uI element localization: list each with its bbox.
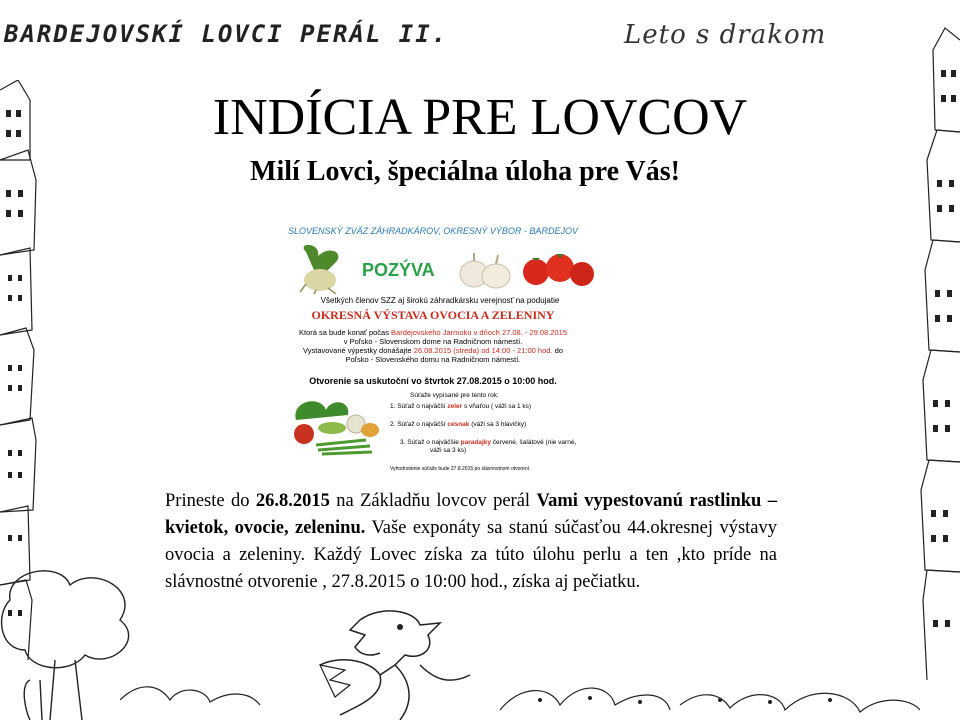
brand-title: BARDEJOVSKÍ LOVCI PERÁL II. [4, 20, 449, 48]
body-text: na Základňu lovcov perál [329, 491, 537, 511]
flyer-detail-text: v Poľsko - Slovenskom dome na Radničnom námestí. [343, 337, 523, 346]
flyer-details [280, 328, 586, 364]
flyer-detail-date: Bardejovského Jarmoku v dňoch 27.08. - 29.08.2015 [391, 328, 567, 337]
competition-text: váži sa 3 ks) [430, 447, 467, 454]
competition-highlight: zeler [447, 403, 463, 410]
flyer-detail-text: Poľsko - Slovenského domu na Radničnom námestí. [345, 355, 521, 364]
tomato-icon [520, 250, 596, 290]
flyer-competition-item [390, 403, 590, 411]
competition-text: červené, šalátové (nie varné, [490, 439, 577, 446]
body-date: 26.8.2015 [255, 491, 330, 511]
page-title: INDÍCIA PRE LOVCOV [212, 89, 748, 146]
competition-text: 1. Súťaž o najväčší [390, 403, 448, 410]
competition-text: 2. Súťaž o najväčší [390, 421, 448, 428]
body-text: Vaše exponáty sa stanú súčasťou 44.okresnej výstavy ovocia a zeleniny. Každý Lovec získa za túto úlohu perlu a ten ,kto príde na slávnostné otvorenie , 27.8.2015 o 10:00 hod., získa aj pečiatku. [165, 518, 777, 592]
vegetables-icon [286, 390, 386, 456]
exhibition-flyer [270, 218, 596, 472]
flyer-detail-date: 26.08.2015 (streda) od 14:00 - 21:00 hod. [413, 346, 553, 355]
celery-icon [286, 242, 356, 294]
competition-text: 3. Súťaž o najväčšie [400, 439, 461, 446]
competition-text: s vňaťou ( váži sa 1 ks) [462, 403, 532, 410]
body-highlight: Vami vypestovanú rastlinku – kvietok, ovocie, zeleninu. [165, 491, 777, 538]
instructions-paragraph [165, 488, 777, 596]
flyer-competitions [390, 392, 590, 473]
competition-text: (váži sa 3 hlavičky) [469, 421, 527, 428]
flyer-exhibition-title: OKRESNÁ VÝSTAVA OVOCIA A ZELENINY [311, 308, 555, 322]
flyer-detail-text: Vystavované výpestky donášajte [303, 346, 414, 355]
competition-highlight: paradajky [460, 439, 491, 446]
flyer-competition-item [390, 439, 590, 455]
flyer-opening: Otvorenie sa uskutoční vo štvrtok 27.08.2015 o 10:00 hod. [309, 376, 557, 386]
flyer-competition-intro: Súťaže vypísané pre tento rok: [410, 392, 499, 399]
ground-illustration [120, 670, 920, 720]
body-text: Prineste do [165, 491, 256, 511]
flyer-organization: SLOVENSKÝ ZVÄZ ZÁHRADKÁROV, OKRESNÝ VÝBOR - BARDEJOV [288, 226, 578, 236]
tagline: Leto s drakom [624, 20, 827, 50]
garlic-icon [456, 250, 516, 290]
flyer-members: Všetkých členov SZZ aj širokú záhradkársku verejnosť na podujatie [320, 296, 560, 305]
flyer-detail-text: Ktorá sa bude konať počas [299, 328, 392, 337]
flyer-invite: POZÝVA [362, 260, 435, 280]
competition-highlight: cesnak [447, 421, 470, 428]
flyer-competition-item [390, 421, 590, 429]
flyer-detail-text: do [552, 346, 563, 355]
page-subtitle: Milí Lovci, špeciálna úloha pre Vás! [250, 156, 680, 187]
flyer-results: Vyhodnotenie súťaže bude 27.8.2015 po slávnostnom otvorení. [390, 466, 531, 472]
